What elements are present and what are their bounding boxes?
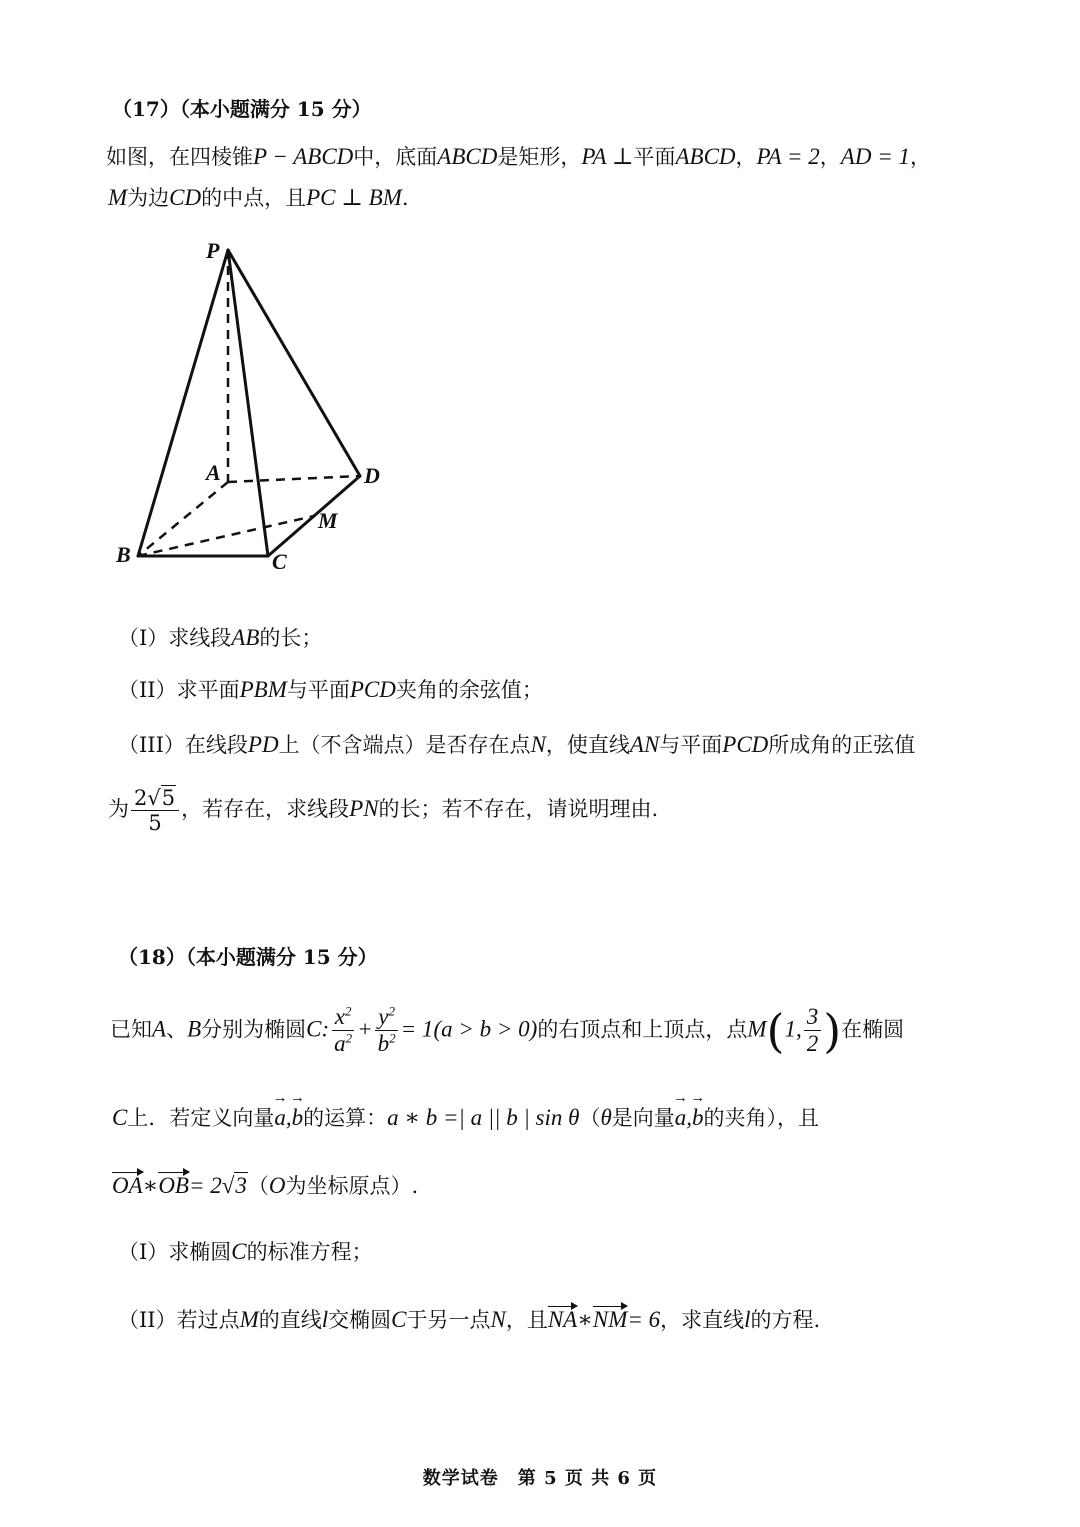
edge-PD (228, 250, 360, 476)
q17-part2: （II）求平面PBM与平面PCD夹角的余弦值； (118, 677, 543, 702)
segment-BM (138, 516, 314, 556)
fraction-2sqrt5-over-5: $\frac{2√5}{5}$ (131, 786, 179, 835)
q17-part1: （I）求线段AB的长； (118, 625, 323, 650)
q18-stem-line2: C上．若定义向量→ a,→ b的运算：a ∗ b =| a || b | sin θ（θ是向量→ a,→ b的夹角），且 (112, 1106, 819, 1129)
q18-part2: （II）若过点M的直线l交椭圆C于另一点N，且NA∗NM= 6，求直线l的方程. (118, 1307, 821, 1332)
fraction-y2-over-b2: $\frac{y^2}{b^2}$ (375, 1004, 399, 1058)
fraction-x2-over-a2: $\frac{x^2}{a^2}$ (331, 1004, 355, 1058)
q18-part1: （I）求椭圆C的标准方程； (118, 1239, 373, 1264)
q18-heading: （18）（本小题满分 15 分） (118, 945, 378, 969)
label-M: M (318, 508, 338, 533)
label-P: P (206, 238, 220, 263)
page-footer: 数学试卷 第 5 页 共 6 页 (422, 1468, 658, 1489)
fraction-3-over-2: $\frac{3}{2}$ (804, 1004, 822, 1058)
edge-PC (228, 250, 268, 556)
q17-stem-line2: M为边CD的中点，且PC ⊥ BM. (108, 185, 409, 210)
edge-AD (228, 476, 360, 482)
q17-part3-line2: 为 $\frac{2√5}{5}$ ，若存在，求线段PN的长；若不存在，请说明理由. (108, 786, 659, 836)
vector-operation-definition: a ∗ b =| a || b | sin θ (387, 1105, 580, 1130)
edge-PB (138, 250, 228, 556)
label-A: A (206, 460, 221, 485)
q17-part3-line1: （III）在线段PD上（不含端点）是否存在点N，使直线AN与平面PCD所成角的正弦值 (118, 732, 916, 757)
label-B: B (116, 542, 131, 567)
q17-heading: （17）（本小题满分 15 分） (112, 97, 372, 121)
q18-stem-line3: OA∗OB= 2√3（O为坐标原点）. (112, 1173, 419, 1198)
edge-AB (138, 482, 228, 556)
pyramid-figure (100, 230, 400, 580)
label-C: C (272, 549, 287, 574)
q18-stem-line1: 已知A、B分别为椭圆C: $\frac{x^2}{a^2}$ + $\frac{y^2}{b^2}$ = 1(a > b > 0)的右顶点和上顶点，点M(1, $\frac{3}{2}$ )在椭圆 (110, 1003, 905, 1058)
label-D: D (364, 463, 380, 488)
q17-stem-line1: 如图，在四棱锥P − ABCD中，底面ABCD是矩形，PA ⊥平面ABCD，PA = 2，AD = 1， (106, 144, 931, 169)
